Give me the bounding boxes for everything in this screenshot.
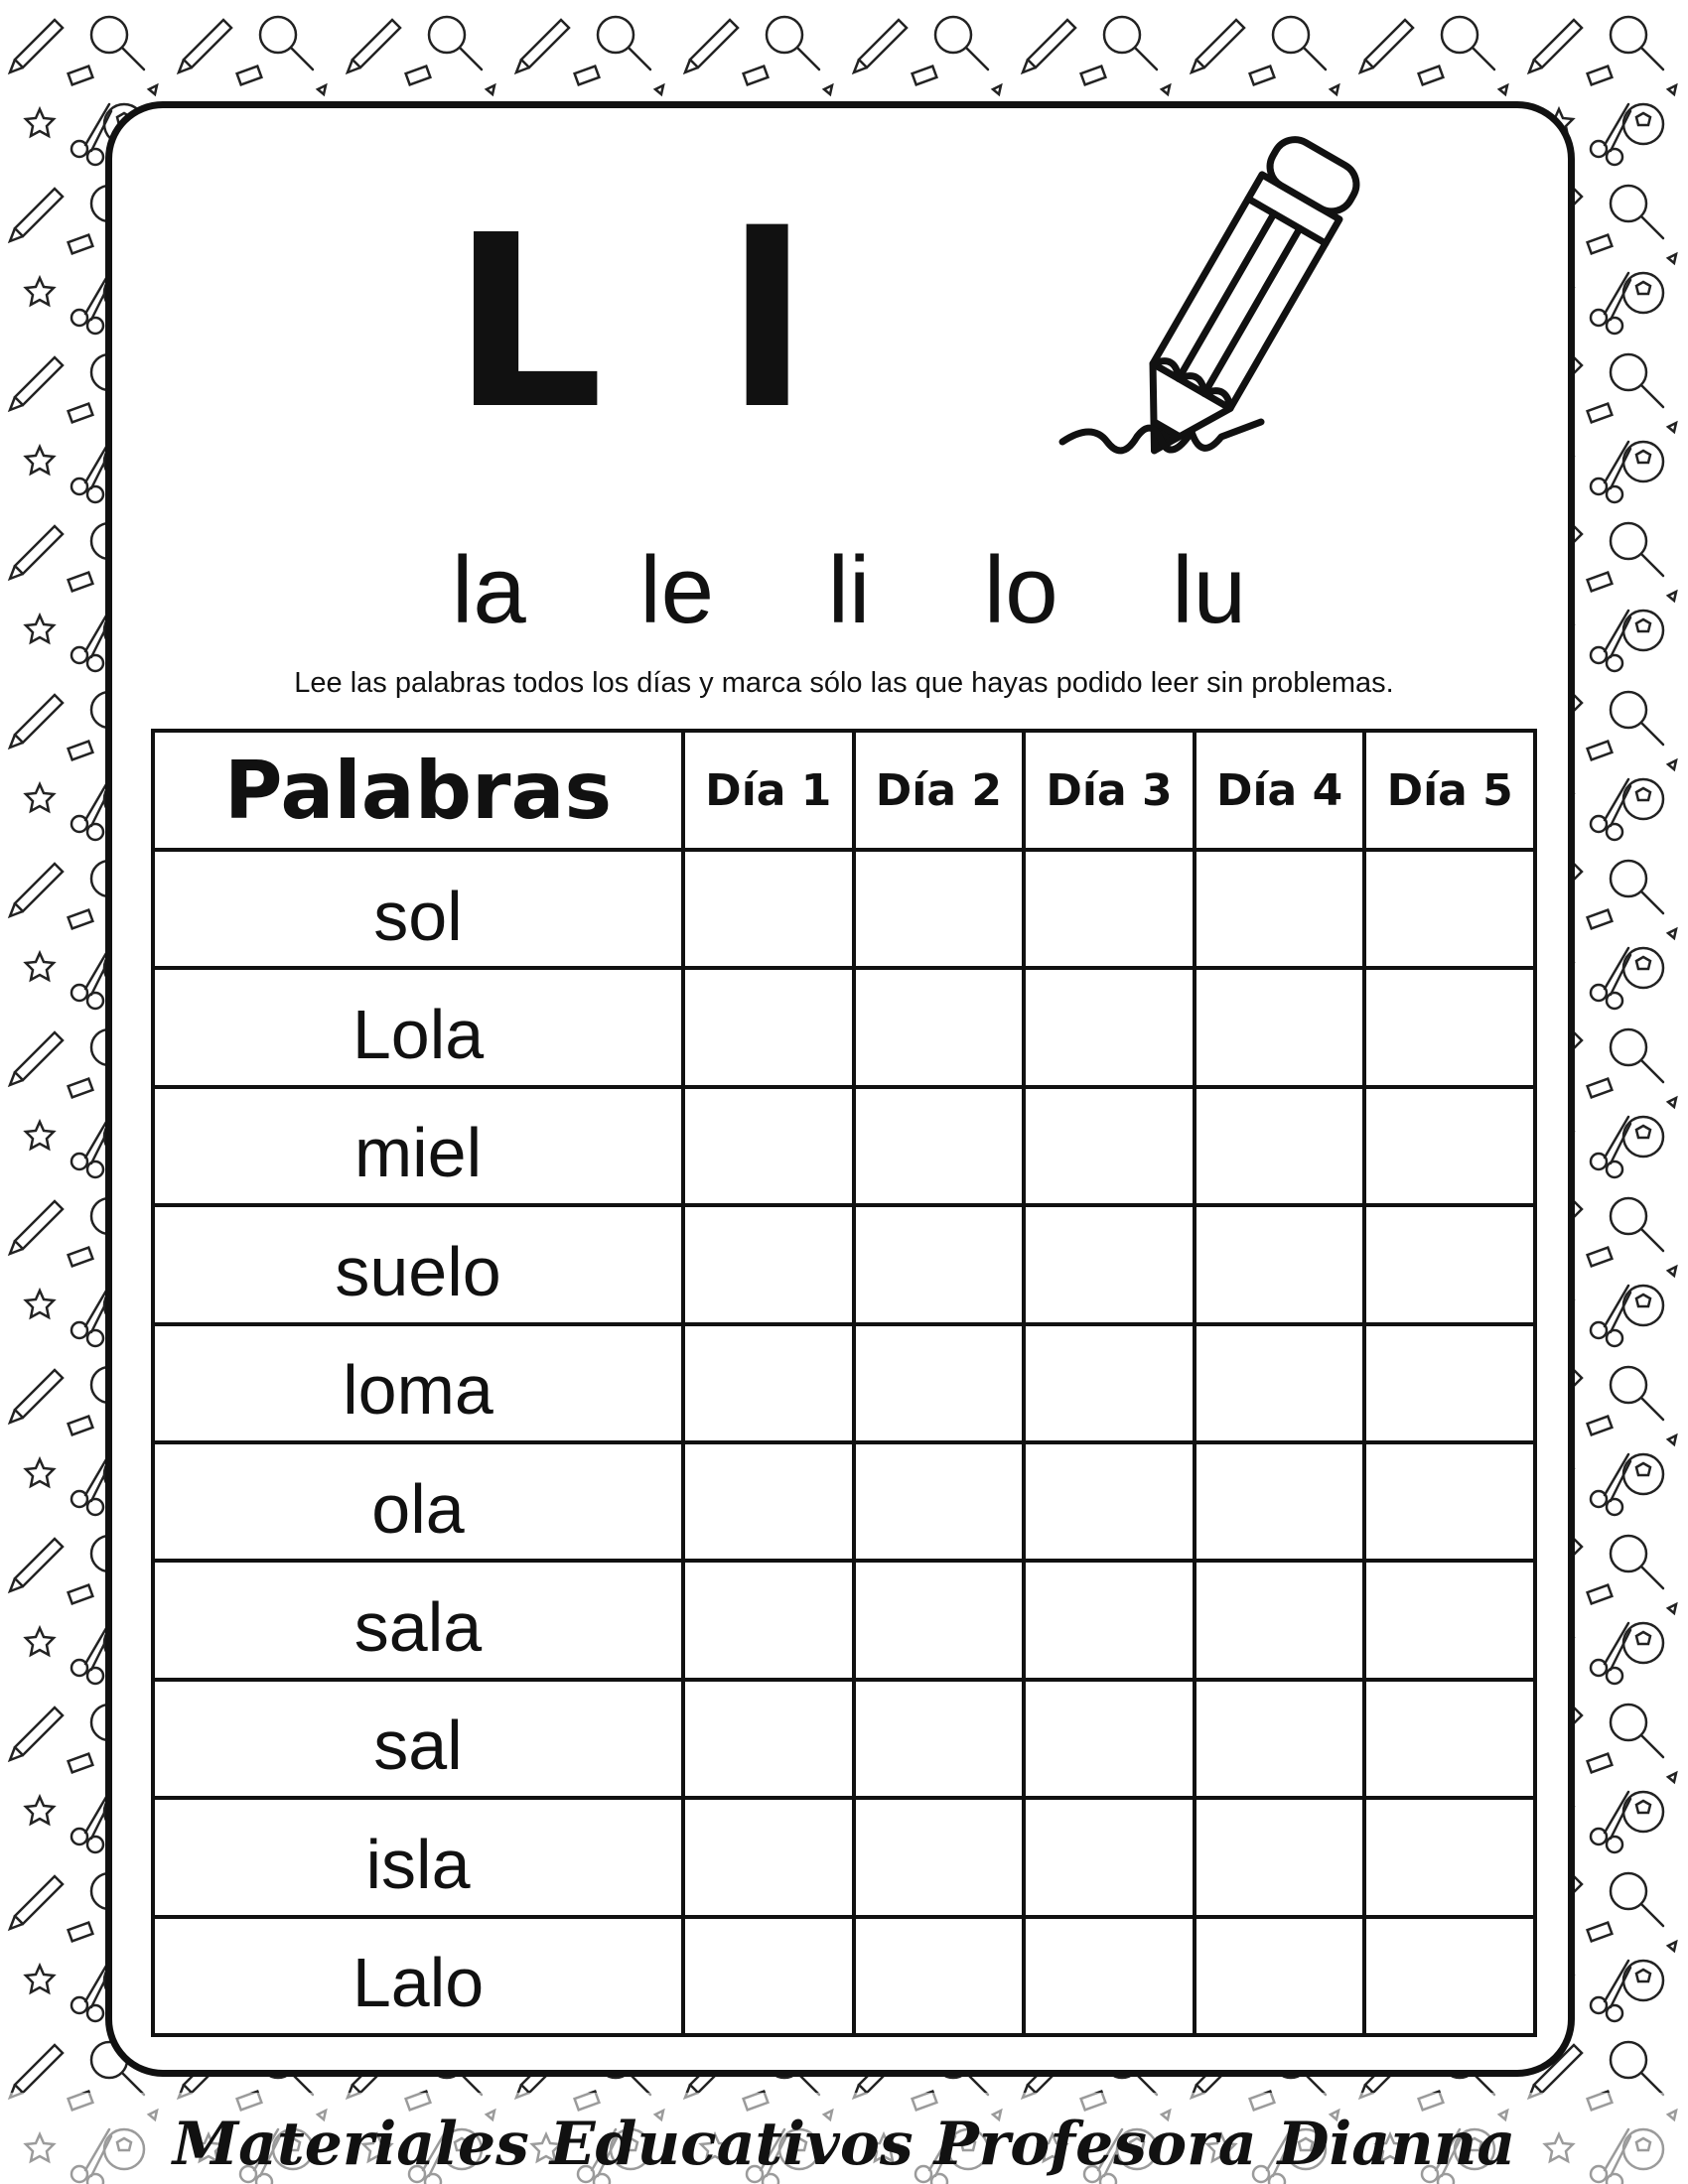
- day-check-cell[interactable]: [1024, 1798, 1195, 1916]
- table-row: [153, 1442, 1535, 1561]
- day-check-cell[interactable]: [1364, 968, 1535, 1086]
- table-row: [153, 968, 1535, 1086]
- day-check-cell[interactable]: [1195, 1798, 1365, 1916]
- day-check-cell[interactable]: [1195, 1205, 1365, 1323]
- header-day: Día 1: [683, 731, 854, 850]
- word-cell: sal: [153, 1680, 683, 1798]
- day-check-cell[interactable]: [854, 1680, 1025, 1798]
- day-check-cell[interactable]: [1195, 1561, 1365, 1679]
- day-check-cell[interactable]: [683, 1087, 854, 1205]
- day-check-cell[interactable]: [1024, 1680, 1195, 1798]
- day-check-cell[interactable]: [854, 1442, 1025, 1561]
- day-check-cell[interactable]: [854, 1798, 1025, 1916]
- day-check-cell[interactable]: [683, 1442, 854, 1561]
- day-check-cell[interactable]: [1364, 1561, 1535, 1679]
- word-cell: isla: [153, 1798, 683, 1916]
- day-check-cell[interactable]: [854, 1561, 1025, 1679]
- header-day: Día 4: [1195, 731, 1365, 850]
- word-cell: ola: [153, 1442, 683, 1561]
- header-day: Día 3: [1024, 731, 1195, 850]
- day-check-cell[interactable]: [854, 968, 1025, 1086]
- footer-credit: Materiales Educativos Profesora Dianna: [172, 2110, 1516, 2179]
- table-row: [153, 850, 1535, 968]
- day-check-cell[interactable]: [1364, 850, 1535, 968]
- table-header-row: [153, 731, 1535, 850]
- table-row: [153, 1798, 1535, 1916]
- word-cell: Lola: [153, 968, 683, 1086]
- word-cell: sala: [153, 1561, 683, 1679]
- day-check-cell[interactable]: [1195, 850, 1365, 968]
- day-check-cell[interactable]: [1024, 1442, 1195, 1561]
- day-check-cell[interactable]: [683, 850, 854, 968]
- table-row: [153, 1087, 1535, 1205]
- day-check-cell[interactable]: [1024, 1917, 1195, 2035]
- day-check-cell[interactable]: [683, 968, 854, 1086]
- table-row: [153, 1205, 1535, 1323]
- instructions-text: Lee las palabras todos los días y marca sólo las que hayas podido leer sin problemas.: [294, 667, 1394, 699]
- day-check-cell[interactable]: [854, 1087, 1025, 1205]
- table-row: [153, 1680, 1535, 1798]
- day-check-cell[interactable]: [1364, 1087, 1535, 1205]
- day-check-cell[interactable]: [1364, 1680, 1535, 1798]
- day-check-cell[interactable]: [683, 1561, 854, 1679]
- header-words: Palabras: [153, 731, 683, 850]
- word-cell: suelo: [153, 1205, 683, 1323]
- reading-table-wrap: [151, 729, 1537, 2037]
- day-check-cell[interactable]: [1195, 1917, 1365, 2035]
- day-check-cell[interactable]: [1024, 1087, 1195, 1205]
- word-cell: sol: [153, 850, 683, 968]
- syllable: lo: [983, 537, 1058, 643]
- letter-heading: L l: [452, 184, 828, 462]
- day-check-cell[interactable]: [854, 1205, 1025, 1323]
- day-check-cell[interactable]: [1024, 850, 1195, 968]
- day-check-cell[interactable]: [1364, 1442, 1535, 1561]
- header-day: Día 5: [1364, 731, 1535, 850]
- day-check-cell[interactable]: [683, 1798, 854, 1916]
- syllable-row: [452, 536, 1246, 645]
- syllable: le: [639, 537, 715, 643]
- day-check-cell[interactable]: [854, 1917, 1025, 2035]
- word-cell: Lalo: [153, 1917, 683, 2035]
- word-cell: miel: [153, 1087, 683, 1205]
- day-check-cell[interactable]: [854, 850, 1025, 968]
- syllable: li: [827, 537, 871, 643]
- day-check-cell[interactable]: [1364, 1798, 1535, 1916]
- day-check-cell[interactable]: [1364, 1205, 1535, 1323]
- day-check-cell[interactable]: [1024, 1324, 1195, 1442]
- day-check-cell[interactable]: [1195, 1324, 1365, 1442]
- day-check-cell[interactable]: [1195, 1442, 1365, 1561]
- day-check-cell[interactable]: [683, 1680, 854, 1798]
- day-check-cell[interactable]: [1195, 1087, 1365, 1205]
- day-check-cell[interactable]: [1024, 1205, 1195, 1323]
- day-check-cell[interactable]: [1195, 1680, 1365, 1798]
- table-row: [153, 1917, 1535, 2035]
- day-check-cell[interactable]: [1364, 1917, 1535, 2035]
- reading-table: [151, 729, 1537, 2037]
- syllable: la: [452, 537, 526, 643]
- day-check-cell[interactable]: [683, 1917, 854, 2035]
- day-check-cell[interactable]: [1024, 1561, 1195, 1679]
- day-check-cell[interactable]: [683, 1205, 854, 1323]
- day-check-cell[interactable]: [683, 1324, 854, 1442]
- day-check-cell[interactable]: [1364, 1324, 1535, 1442]
- table-row: [153, 1324, 1535, 1442]
- day-check-cell[interactable]: [1024, 968, 1195, 1086]
- header-day: Día 2: [854, 731, 1025, 850]
- syllable: lu: [1172, 537, 1246, 643]
- pencil-icon: [1053, 134, 1430, 491]
- day-check-cell[interactable]: [854, 1324, 1025, 1442]
- day-check-cell[interactable]: [1195, 968, 1365, 1086]
- table-row: [153, 1561, 1535, 1679]
- word-cell: loma: [153, 1324, 683, 1442]
